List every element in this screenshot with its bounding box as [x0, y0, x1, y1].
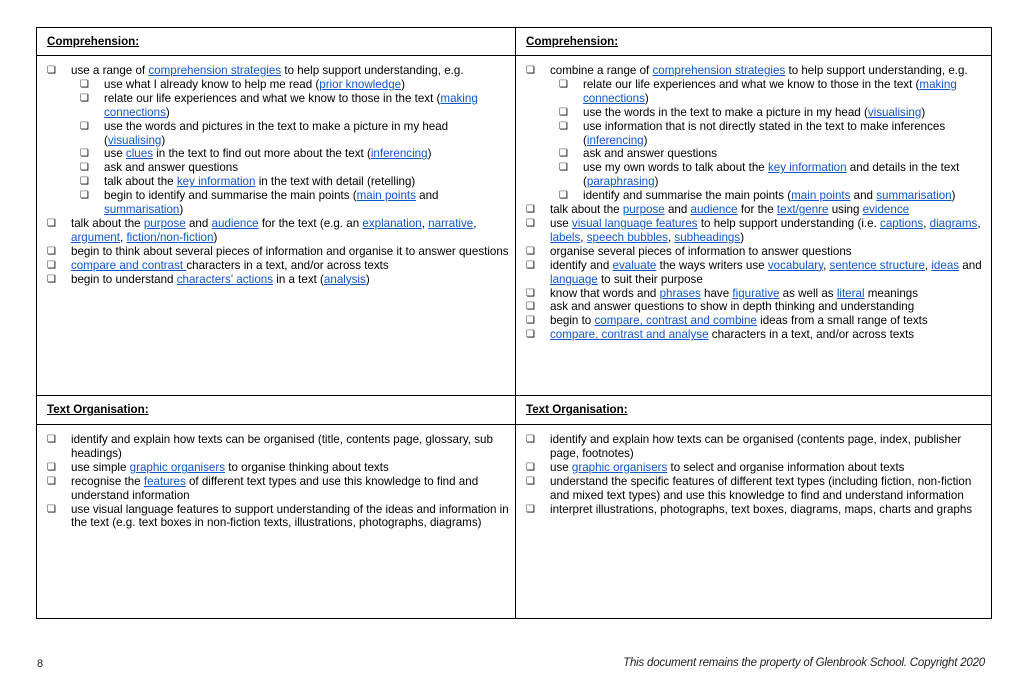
- copyright-notice: This document remains the property of Glenbrook School. Copyright 2020: [623, 657, 985, 669]
- item-text: to suit their purpose: [597, 272, 703, 286]
- item-text: combine a range of: [550, 64, 653, 77]
- glossary-link[interactable]: figurative: [732, 286, 780, 300]
- glossary-link[interactable]: prior knowledge: [319, 77, 402, 91]
- item-text: use: [550, 216, 572, 230]
- item-text: and: [850, 189, 877, 203]
- glossary-link[interactable]: comprehension strategies: [652, 64, 786, 77]
- glossary-link[interactable]: phrases: [659, 286, 701, 300]
- item-text: to help support understanding, e.g.: [785, 64, 968, 77]
- text-organisation-list-left: [47, 433, 509, 530]
- glossary-link[interactable]: vocabulary: [767, 258, 824, 272]
- checkbox-icon[interactable]: ❏: [526, 259, 535, 271]
- item-text: ,: [119, 230, 127, 244]
- checkbox-icon[interactable]: ❏: [47, 475, 56, 487]
- checkbox-icon[interactable]: ❏: [47, 65, 56, 76]
- item-text: use visual language features to support understanding of the ideas and information in the text (e.g. text boxes in non-fiction texts, illustrations, photographs, diagrams): [71, 502, 509, 530]
- item-text: begin to: [550, 314, 595, 328]
- item-text: use: [550, 460, 572, 474]
- item-text: ,: [473, 216, 477, 230]
- item-text: use my own words to talk about the: [583, 161, 768, 175]
- glossary-link[interactable]: key information: [176, 175, 256, 189]
- sub-checklist-item: [47, 189, 509, 217]
- item-text: ): [365, 272, 370, 286]
- glossary-link[interactable]: argument: [71, 230, 120, 244]
- checkbox-icon[interactable]: ❏: [80, 176, 89, 188]
- glossary-link[interactable]: clues: [125, 147, 153, 161]
- checkbox-icon[interactable]: ❏: [526, 475, 535, 487]
- glossary-link[interactable]: purpose: [143, 216, 186, 230]
- checkbox-icon[interactable]: ❏: [526, 315, 535, 327]
- checklist-item: [526, 287, 986, 301]
- checkbox-icon[interactable]: ❏: [80, 92, 89, 104]
- item-text: ): [654, 175, 659, 189]
- item-text: use simple: [71, 460, 130, 474]
- checkbox-icon[interactable]: ❏: [526, 287, 535, 299]
- checkbox-icon[interactable]: ❏: [526, 503, 535, 515]
- glossary-link[interactable]: purpose: [622, 203, 665, 217]
- checkbox-icon[interactable]: ❏: [559, 162, 568, 174]
- item-text: ,: [924, 258, 932, 272]
- item-text: to organise thinking about texts: [225, 460, 389, 474]
- glossary-link[interactable]: graphic organisers: [129, 460, 226, 474]
- item-text: to help support understanding, e.g.: [281, 64, 464, 77]
- glossary-link[interactable]: summarisation: [876, 189, 952, 203]
- item-text: ,: [580, 230, 587, 244]
- glossary-link[interactable]: captions: [880, 216, 924, 230]
- row-divider: [37, 55, 991, 56]
- item-text: talk about the: [550, 203, 623, 217]
- checkbox-icon[interactable]: ❏: [559, 78, 568, 90]
- item-text: use information that is not directly stated in the text to make inferences (: [583, 119, 946, 147]
- checklist-item: [526, 64, 986, 78]
- item-text: ): [427, 147, 432, 161]
- checkbox-icon[interactable]: ❏: [47, 217, 56, 229]
- item-text: ): [179, 203, 184, 217]
- item-text: use: [104, 147, 126, 161]
- item-text: ,: [667, 230, 675, 244]
- checkbox-icon[interactable]: ❏: [80, 162, 89, 174]
- checklist-item: [526, 314, 986, 328]
- checkbox-icon[interactable]: ❏: [47, 245, 56, 257]
- item-text: organise several pieces of information to answer questions: [550, 244, 852, 258]
- checklist-item: [47, 503, 509, 531]
- comprehension-list-right: [526, 64, 986, 342]
- item-text: recognise the: [71, 474, 144, 488]
- comprehension-list-left: [47, 64, 509, 287]
- checkbox-icon[interactable]: ❏: [47, 273, 56, 285]
- glossary-link[interactable]: paraphrasing: [586, 175, 655, 189]
- glossary-link[interactable]: diagrams: [929, 216, 978, 230]
- item-text: characters in a text, and/or across texts: [708, 328, 915, 342]
- glossary-link[interactable]: comprehension strategies: [148, 64, 282, 77]
- glossary-link[interactable]: inferencing: [586, 133, 644, 147]
- checklist-item: [526, 259, 986, 287]
- item-text: and: [959, 258, 982, 272]
- sub-checklist-item: [47, 78, 509, 92]
- glossary-link[interactable]: audience: [690, 203, 738, 217]
- glossary-link[interactable]: visualising: [107, 133, 162, 147]
- glossary-link[interactable]: main points: [791, 189, 851, 203]
- checklist-item: [47, 433, 509, 461]
- item-text: in the text with detail (retelling): [255, 175, 416, 189]
- item-text: and: [415, 189, 439, 203]
- glossary-link[interactable]: compare, contrast and analyse: [550, 328, 709, 342]
- curriculum-table: [36, 27, 992, 619]
- item-text: and: [185, 216, 212, 230]
- glossary-link[interactable]: analysis: [323, 272, 366, 286]
- item-text: in the text to find out more about the text (: [153, 147, 371, 161]
- checkbox-icon[interactable]: ❏: [526, 204, 535, 216]
- sub-checklist-item: [526, 78, 986, 106]
- item-text: begin to think about several pieces of information and organise it to answer questions: [71, 244, 509, 258]
- item-text: have: [700, 286, 733, 300]
- item-text: use the words and pictures in the text to make a picture in my head (: [104, 119, 449, 147]
- glossary-link[interactable]: key information: [767, 161, 847, 175]
- checklist-item: [47, 273, 509, 287]
- item-text: talk about the: [71, 216, 144, 230]
- checkbox-icon[interactable]: ❏: [559, 120, 568, 132]
- glossary-link[interactable]: ideas: [931, 258, 960, 272]
- glossary-link[interactable]: labels: [550, 230, 581, 244]
- checkbox-icon[interactable]: ❏: [559, 190, 568, 202]
- item-text: in a text (: [273, 272, 324, 286]
- item-text: to select and organise information about texts: [667, 460, 905, 474]
- checklist-item: [47, 461, 509, 475]
- glossary-link[interactable]: features: [143, 474, 186, 488]
- glossary-link[interactable]: visual language features: [571, 216, 698, 230]
- checkbox-icon[interactable]: ❏: [526, 301, 535, 313]
- glossary-link[interactable]: fiction/non-fiction: [126, 230, 214, 244]
- item-text: ): [740, 230, 745, 244]
- sub-checklist-item: [526, 106, 986, 120]
- item-text: identify and: [550, 258, 613, 272]
- item-text: identify and summarise the main points (: [583, 189, 792, 203]
- item-text: ask and answer questions: [104, 161, 239, 175]
- item-text: ): [161, 133, 166, 147]
- checkbox-icon[interactable]: ❏: [47, 503, 56, 515]
- item-text: ask and answer questions: [583, 147, 718, 161]
- glossary-link[interactable]: explanation: [362, 216, 422, 230]
- item-text: ): [921, 105, 926, 119]
- item-text: begin to understand: [71, 272, 177, 286]
- column-divider: [515, 28, 516, 618]
- sub-checklist-item: [47, 120, 509, 148]
- checkbox-icon[interactable]: ❏: [526, 461, 535, 473]
- item-text: ,: [421, 216, 429, 230]
- text-organisation-list-right: [526, 433, 986, 516]
- checklist-item: [526, 328, 986, 342]
- checkbox-icon[interactable]: ❏: [526, 245, 535, 257]
- checkbox-icon[interactable]: ❏: [80, 190, 89, 202]
- checklist-item: [47, 259, 509, 273]
- glossary-link[interactable]: compare and contrast: [71, 258, 187, 272]
- glossary-link[interactable]: speech bubbles: [586, 230, 668, 244]
- checklist-item: [47, 64, 509, 78]
- sub-checklist-item: [526, 147, 986, 161]
- item-text: to help support understanding (i.e.: [697, 216, 881, 230]
- item-text: relate our life experiences and what we know to those in the text (: [583, 77, 920, 91]
- sub-checklist-item: [47, 175, 509, 189]
- item-text: know that words and: [550, 286, 660, 300]
- sub-checklist-item: [526, 120, 986, 148]
- glossary-link[interactable]: audience: [211, 216, 259, 230]
- item-text: relate our life experiences and what we know to those in the text (: [104, 91, 441, 105]
- checkbox-icon[interactable]: ❏: [80, 120, 89, 132]
- glossary-link[interactable]: visualising: [867, 105, 922, 119]
- comprehension-heading-right: Comprehension:: [526, 35, 619, 48]
- item-text: as well as: [779, 286, 837, 300]
- sub-checklist-item: [526, 161, 986, 189]
- glossary-link[interactable]: making connections: [104, 91, 478, 119]
- checklist-item: [47, 475, 509, 503]
- checklist-item: [526, 300, 986, 314]
- item-text: talk about the: [104, 175, 177, 189]
- glossary-link[interactable]: evaluate: [612, 258, 657, 272]
- item-text: ): [401, 77, 405, 91]
- item-text: begin to identify and summarise the main points (: [104, 189, 357, 203]
- glossary-link[interactable]: subheadings: [674, 230, 741, 244]
- glossary-link[interactable]: main points: [356, 189, 416, 203]
- item-text: identify and explain how texts can be organised (title, contents page, glossary, sub headings): [71, 433, 493, 460]
- checklist-item: [526, 245, 986, 259]
- item-text: using: [828, 203, 863, 217]
- glossary-link[interactable]: language: [550, 272, 598, 286]
- checkbox-icon[interactable]: ❏: [47, 461, 56, 473]
- checkbox-icon[interactable]: ❏: [47, 259, 56, 271]
- checklist-item: [526, 461, 986, 475]
- text-organisation-heading-right: Text Organisation:: [526, 403, 628, 416]
- glossary-link[interactable]: literal: [836, 286, 865, 300]
- checklist-item: [526, 433, 986, 461]
- sub-checklist-item: [47, 92, 509, 120]
- glossary-link[interactable]: graphic organisers: [571, 460, 668, 474]
- item-text: of different text types and use this knowledge to find and understand information: [71, 474, 479, 502]
- item-text: and details in the text (: [583, 161, 960, 189]
- checkbox-icon[interactable]: ❏: [559, 148, 568, 160]
- glossary-link[interactable]: inferencing: [370, 147, 428, 161]
- checklist-item: [526, 217, 986, 245]
- item-text: characters in a text, and/or across texts: [186, 258, 389, 272]
- item-text: ): [951, 189, 956, 203]
- item-text: ): [644, 91, 649, 105]
- item-text: use what I already know to help me read (: [104, 77, 320, 91]
- glossary-link[interactable]: sentence structure: [829, 258, 925, 272]
- checkbox-icon[interactable]: ❏: [526, 217, 535, 229]
- glossary-link[interactable]: text/genre: [776, 203, 829, 217]
- item-text: for the text (e.g. an: [258, 216, 363, 230]
- item-text: interpret illustrations, photographs, text boxes, diagrams, maps, charts and graphs: [550, 502, 973, 516]
- checkbox-icon[interactable]: ❏: [80, 148, 89, 160]
- item-text: and: [664, 203, 691, 217]
- page-number: 8: [37, 658, 44, 670]
- item-text: ): [643, 133, 648, 147]
- item-text: ): [213, 230, 218, 244]
- sub-checklist-item: [47, 147, 509, 161]
- item-text: ,: [923, 216, 930, 230]
- glossary-link[interactable]: compare, contrast and combine: [594, 314, 757, 328]
- item-text: ,: [823, 258, 830, 272]
- comprehension-heading-left: Comprehension:: [47, 35, 140, 48]
- checkbox-icon[interactable]: ❏: [526, 329, 535, 341]
- item-text: use the words in the text to make a picture in my head (: [583, 105, 868, 119]
- checkbox-icon[interactable]: ❏: [47, 434, 56, 445]
- checkbox-icon[interactable]: ❏: [80, 78, 89, 90]
- item-text: understand the specific features of different text types (including fiction, non-fiction and mixed text types) and use this knowledge to find and understand information: [550, 474, 972, 502]
- item-text: identify and explain how texts can be organised (contents page, index, publisher page, footnotes): [550, 433, 962, 460]
- glossary-link[interactable]: evidence: [862, 203, 910, 217]
- glossary-link[interactable]: characters' actions: [176, 272, 274, 286]
- checkbox-icon[interactable]: ❏: [526, 65, 535, 76]
- item-text: use a range of: [71, 64, 149, 77]
- row-divider: [37, 424, 991, 425]
- checklist-item: [526, 203, 986, 217]
- item-text: ideas from a small range of texts: [756, 314, 928, 328]
- checkbox-icon[interactable]: ❏: [559, 106, 568, 118]
- item-text: ): [165, 105, 170, 119]
- item-text: ,: [977, 216, 981, 230]
- item-text: for the: [737, 203, 777, 217]
- glossary-link[interactable]: summarisation: [104, 203, 180, 217]
- glossary-link[interactable]: narrative: [428, 216, 474, 230]
- item-text: meanings: [864, 286, 919, 300]
- glossary-link[interactable]: making connections: [583, 77, 957, 105]
- checklist-item: [47, 217, 509, 245]
- item-text: ask and answer questions to show in depth thinking and understanding: [550, 300, 915, 314]
- checklist-item: [526, 503, 986, 517]
- sub-checklist-item: [526, 189, 986, 203]
- checkbox-icon[interactable]: ❏: [526, 434, 535, 445]
- sub-checklist-item: [47, 161, 509, 175]
- text-organisation-heading-left: Text Organisation:: [47, 403, 149, 416]
- checklist-item: [47, 245, 509, 259]
- item-text: the ways writers use: [656, 258, 768, 272]
- checklist-item: [526, 475, 986, 503]
